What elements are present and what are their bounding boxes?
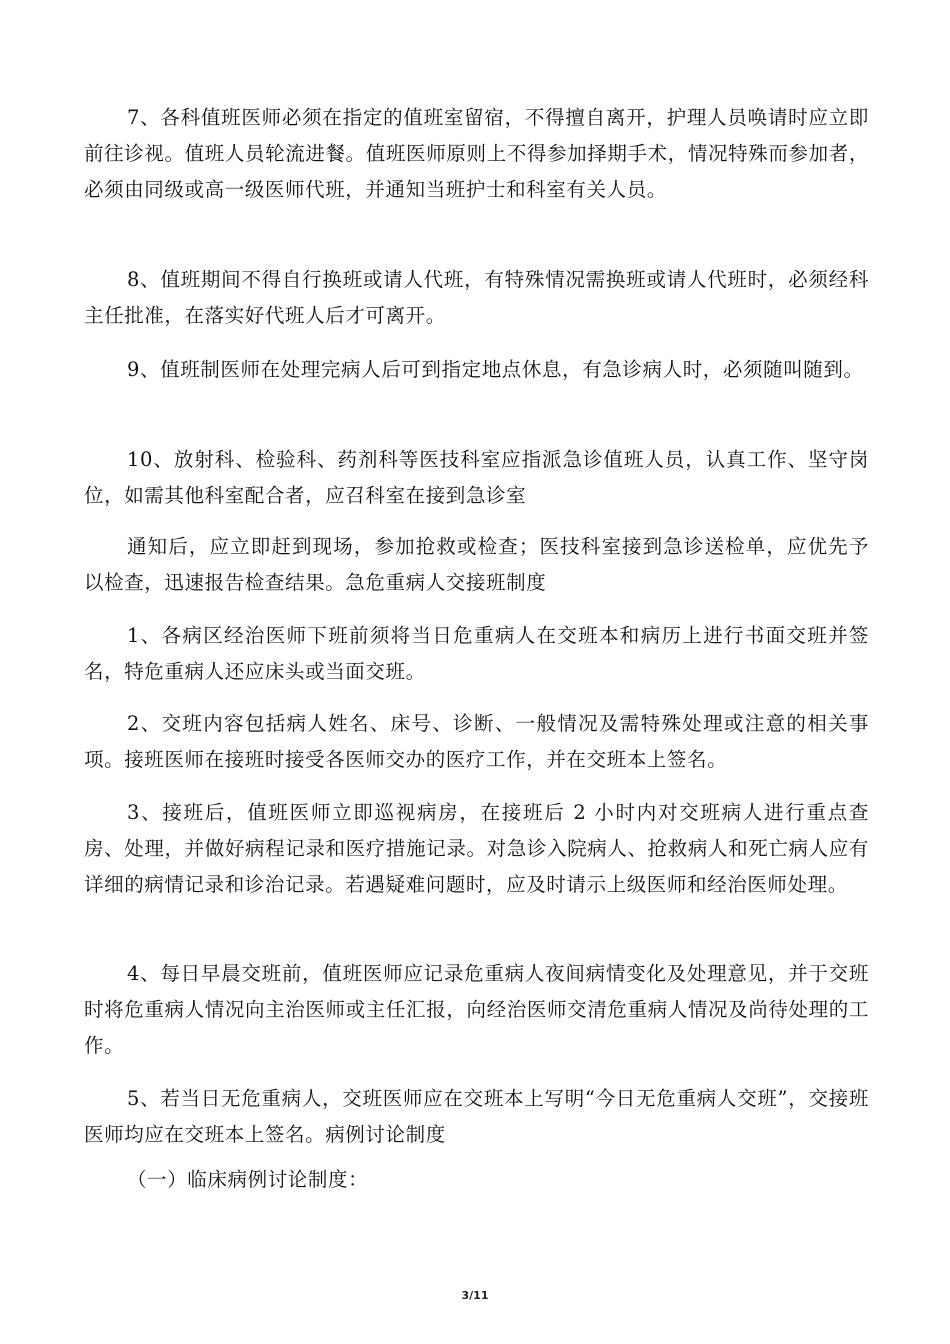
- paragraph-rule-7: 7、各科值班医师必须在指定的值班室留宿，不得擅自离开，护理人员唤请时应立即前往诊视。值班人员轮流进餐。值班医师原则上不得参加择期手术，情况特殊而参加者，必须由同级或高一级医师代班，并通知当班护士和科室有关人员。: [84, 106, 869, 201]
- paragraph-handover-3: 3、接班后，值班医师立即巡视病房，在接班后 2 小时内对交班病人进行重点查房、处理，并做好病程记录和医疗措施记录。对急诊入院病人、抢救病人和死亡病人应有详细的病情记录和诊治记录。若遇疑难问题时，应及时请示上级医师和经治医师处理。: [84, 801, 869, 896]
- page-number: 3/11: [461, 1289, 489, 1302]
- paragraph-rule-9: 9、值班制医师在处理完病人后可到指定地点休息，有急诊病人时，必须随叫随到。: [127, 358, 864, 381]
- paragraph-handover-5: 5、若当日无危重病人，交班医师应在交班本上写明“今日无危重病人交班”，交接班医师均应在交班本上签名。病例讨论制度: [84, 1087, 869, 1146]
- paragraph-handover-1: 1、各病区经治医师下班前须将当日危重病人在交班本和病历上进行书面交班并签名，特危重病人还应床头或当面交班。: [84, 624, 869, 683]
- paragraph-rule-8: 8、值班期间不得自行换班或请人代班，有特殊情况需换班或请人代班时，必须经科主任批准，在落实好代班人后才可离开。: [84, 268, 869, 327]
- paragraph-rule-10: 10、放射科、检验科、药剂科等医技科室应指派急诊值班人员，认真工作、坚守岗位，如需其他科室配合者，应召科室在接到急诊室: [84, 448, 869, 507]
- paragraph-handover-4: 4、每日早晨交班前，值班医师应记录危重病人夜间病情变化及处理意见，并于交班时将危重病人情况向主治医师或主任汇报，向经治医师交清危重病人情况及尚待处理的工作。: [84, 962, 869, 1057]
- section-heading: （一）临床病例讨论制度：: [127, 1168, 369, 1191]
- paragraph-handover-2: 2、交班内容包括病人姓名、床号、诊断、一般情况及需特殊处理或注意的相关事项。接班医师在接班时接受各医师交办的医疗工作，并在交班本上签名。: [84, 712, 869, 771]
- paragraph-continuation: 通知后，应立即赶到现场，参加抢救或检查；医技科室接到急诊送检单，应优先予以检查，迅速报告检查结果。急危重病人交接班制度: [84, 535, 869, 594]
